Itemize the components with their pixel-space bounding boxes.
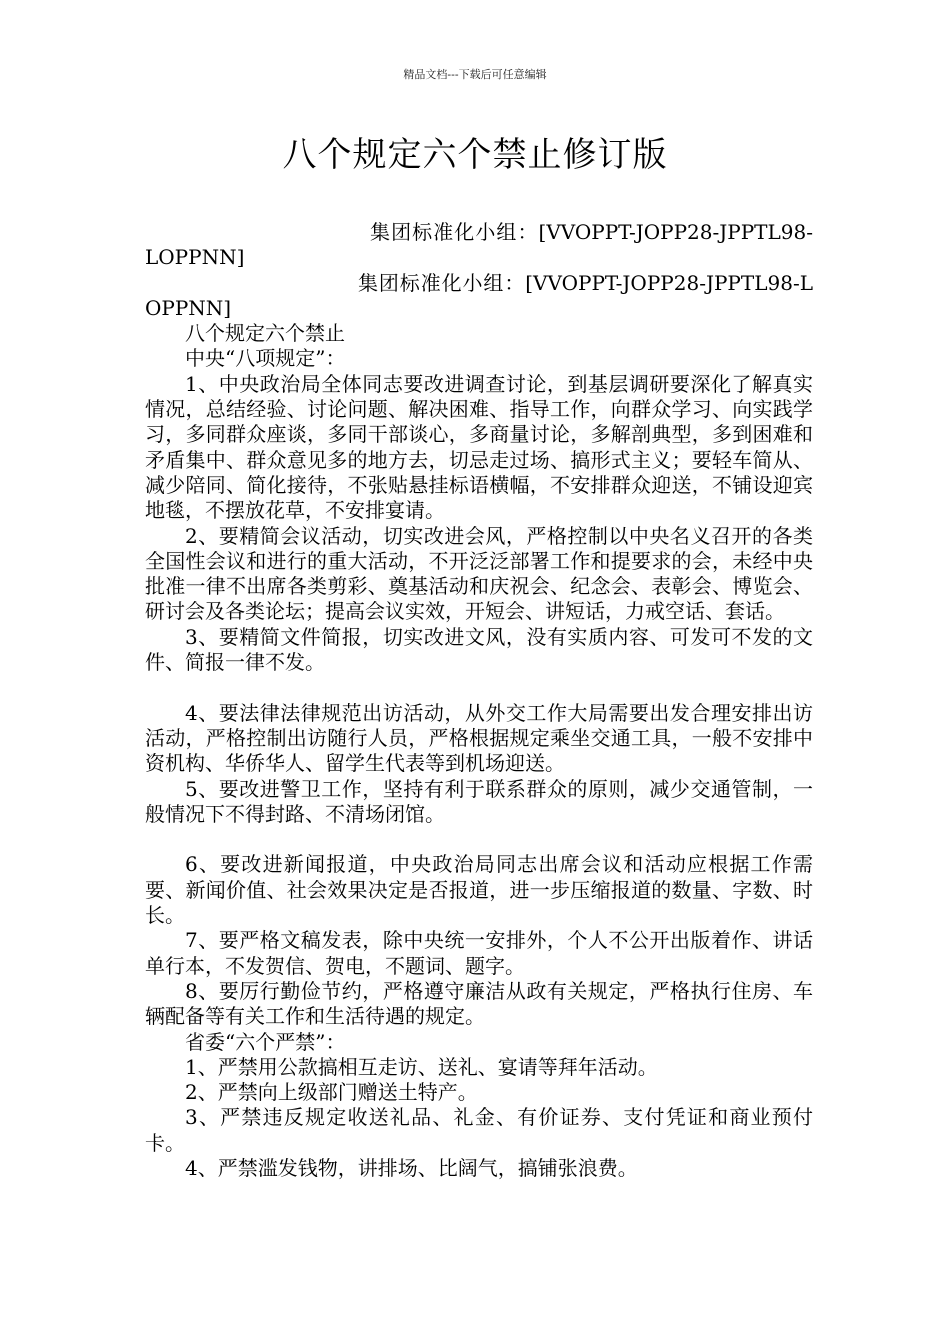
ban-paragraph-1: 1、严禁用公款搞相互走访、送礼、宴请等拜年活动。 bbox=[185, 1054, 658, 1079]
ban-paragraph-4: 4、严禁滥发钱物，讲排场、比阔气，搞铺张浪费。 bbox=[185, 1155, 638, 1180]
ban-paragraph-2: 2、严禁向上级部门赠送土特产。 bbox=[185, 1080, 478, 1105]
rule-paragraph-2: 2、要精简会议活动，切实改进会风，严格控制以中央名义召开的各类全国性会议和进行的重大活动，不开泛泛部署工作和提要求的会，未经中央批准一律不出席各类剪彩、奠基活动和庆祝会、纪念会、表彰会、博览会、研讨会及各类论坛；提高会议实效，开短会、讲短话，力戒空话、套话。 bbox=[145, 523, 813, 624]
paragraph-gap bbox=[145, 675, 813, 700]
meta-line-2: 集团标准化小组：[VVOPPT-JOPP28-JPPTL98-LOPPNN] bbox=[145, 270, 813, 320]
ban-paragraph-3: 3、严禁违反规定收送礼品、礼金、有价证券、支付凭证和商业预付卡。 bbox=[145, 1105, 813, 1155]
section-heading-eight-rules: 中央“八项规定”： bbox=[185, 346, 346, 371]
rule-paragraph-4: 4、要法律法律规范出访活动，从外交工作大局需要出发合理安排出访活动，严格控制出访随行人员，严格根据规定乘坐交通工具，一般不安排中资机构、华侨华人、留学生代表等到机场迎送。 bbox=[145, 700, 813, 776]
section-heading-six-bans: 省委“六个严禁”： bbox=[185, 1029, 346, 1054]
section-heading-main: 八个规定六个禁止 bbox=[185, 321, 345, 346]
paragraph-gap bbox=[145, 827, 813, 852]
rule-paragraph-8: 8、要厉行勤俭节约，严格遵守廉洁从政有关规定，严格执行住房、车辆配备等有关工作和生活待遇的规定。 bbox=[145, 978, 813, 1029]
header-note: 精品文档---下载后可任意编辑 bbox=[403, 68, 547, 81]
rule-paragraph-5: 5、要改进警卫工作，坚持有利于联系群众的原则，减少交通管制，一般情况下不得封路、不清场闭馆。 bbox=[145, 776, 813, 826]
document-body bbox=[145, 220, 813, 1181]
rule-paragraph-7: 7、要严格文稿发表，除中央统一安排外，个人不公开出版着作、讲话单行本，不发贺信、贺电，不题词、题字。 bbox=[145, 928, 813, 978]
meta-line-1: 集团标准化小组：[VVOPPT-JOPP28-JPPTL98-LOPPNN] bbox=[145, 220, 813, 270]
rule-paragraph-1: 1、中央政治局全体同志要改进调查讨论，到基层调研要深化了解真实情况，总结经验、讨论问题、解决困难、指导工作，向群众学习、向实践学习，多同群众座谈，多同干部谈心，多商量讨论，多解剖典型，多到困难和矛盾集中、群众意见多的地方去，切忌走过场、搞形式主义；要轻车简从、减少陪同、简化接待，不张贴悬挂标语横幅，不安排群众迎送，不铺设迎宾地毯，不摆放花草，不安排宴请。 bbox=[145, 371, 813, 523]
document-title: 八个规定六个禁止修订版 bbox=[282, 135, 668, 175]
rule-paragraph-3: 3、要精简文件简报，切实改进文风，没有实质内容、可发可不发的文件、简报一律不发。 bbox=[145, 624, 813, 675]
rule-paragraph-6: 6、要改进新闻报道，中央政治局同志出席会议和活动应根据工作需要、新闻价值、社会效果决定是否报道，进一步压缩报道的数量、字数、时长。 bbox=[145, 852, 813, 928]
